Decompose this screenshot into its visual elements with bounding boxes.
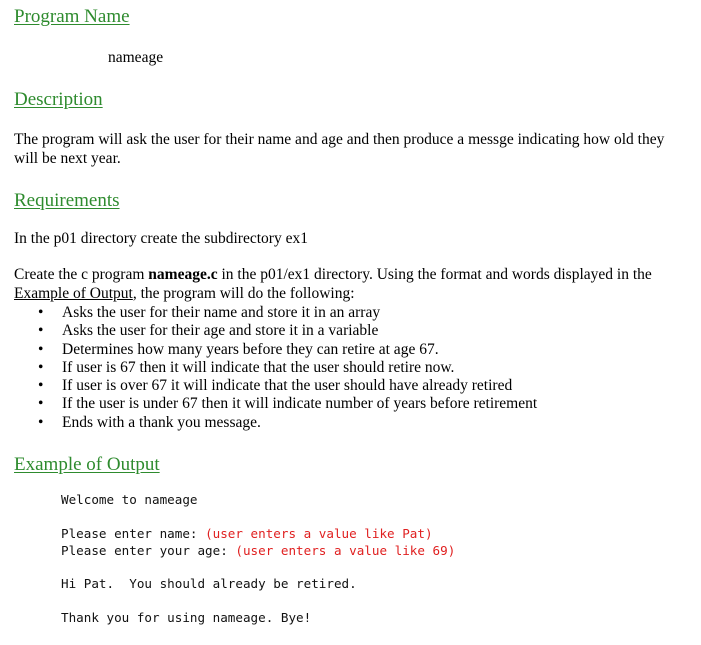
program-file-name: nameage.c — [148, 266, 218, 283]
intro-suffix: , the program will do the following: — [132, 285, 355, 302]
list-item: • If user is 67 then it will indicate that the user should retire now. — [14, 359, 537, 377]
prompt-age-note: (user enters a value like 69) — [235, 543, 456, 558]
list-item: • If user is over 67 it will indicate that the user should have already retired — [14, 377, 537, 395]
output-prompt-age — [61, 542, 455, 559]
prompt-age-text: Please enter your age: — [61, 543, 236, 558]
intro-mid: in the p01/ex1 directory. Using the format and words displayed in the — [217, 266, 652, 283]
requirements-intro — [14, 265, 689, 303]
output-result: Hi Pat. You should already be retired. — [61, 576, 357, 591]
list-item: • Ends with a thank you message. — [14, 414, 537, 432]
description-text: The program will ask the user for their name and age and then produce a messge indicating how old they will be next year. — [14, 131, 665, 167]
example-heading: Example of Output — [14, 454, 160, 475]
prompt-name-note: (user enters a value like Pat) — [205, 526, 433, 541]
output-thanks: Thank you for using nameage. Bye! — [61, 610, 312, 625]
intro-prefix: Create the c program — [14, 266, 149, 283]
program-name-value: nameage — [108, 49, 164, 66]
list-item: • Asks the user for their name and store it in an array — [14, 304, 537, 322]
output-prompt-name — [61, 525, 433, 542]
example-of-output-link[interactable]: Example of Output — [14, 285, 133, 302]
output-welcome: Welcome to nameage — [61, 492, 198, 507]
list-item: • If the user is under 67 then it will indicate number of years before retirement — [14, 395, 537, 413]
description-heading: Description — [14, 89, 103, 110]
program-name-heading: Program Name — [14, 6, 130, 27]
list-item: • Determines how many years before they can retire at age 67. — [14, 341, 537, 359]
requirements-list — [14, 304, 537, 432]
requirements-line1: In the p01 directory create the subdirectory ex1 — [14, 230, 308, 247]
list-item: • Asks the user for their age and store it in a variable — [14, 322, 537, 340]
prompt-name-text: Please enter name: — [61, 526, 206, 541]
requirements-heading: Requirements — [14, 190, 120, 211]
